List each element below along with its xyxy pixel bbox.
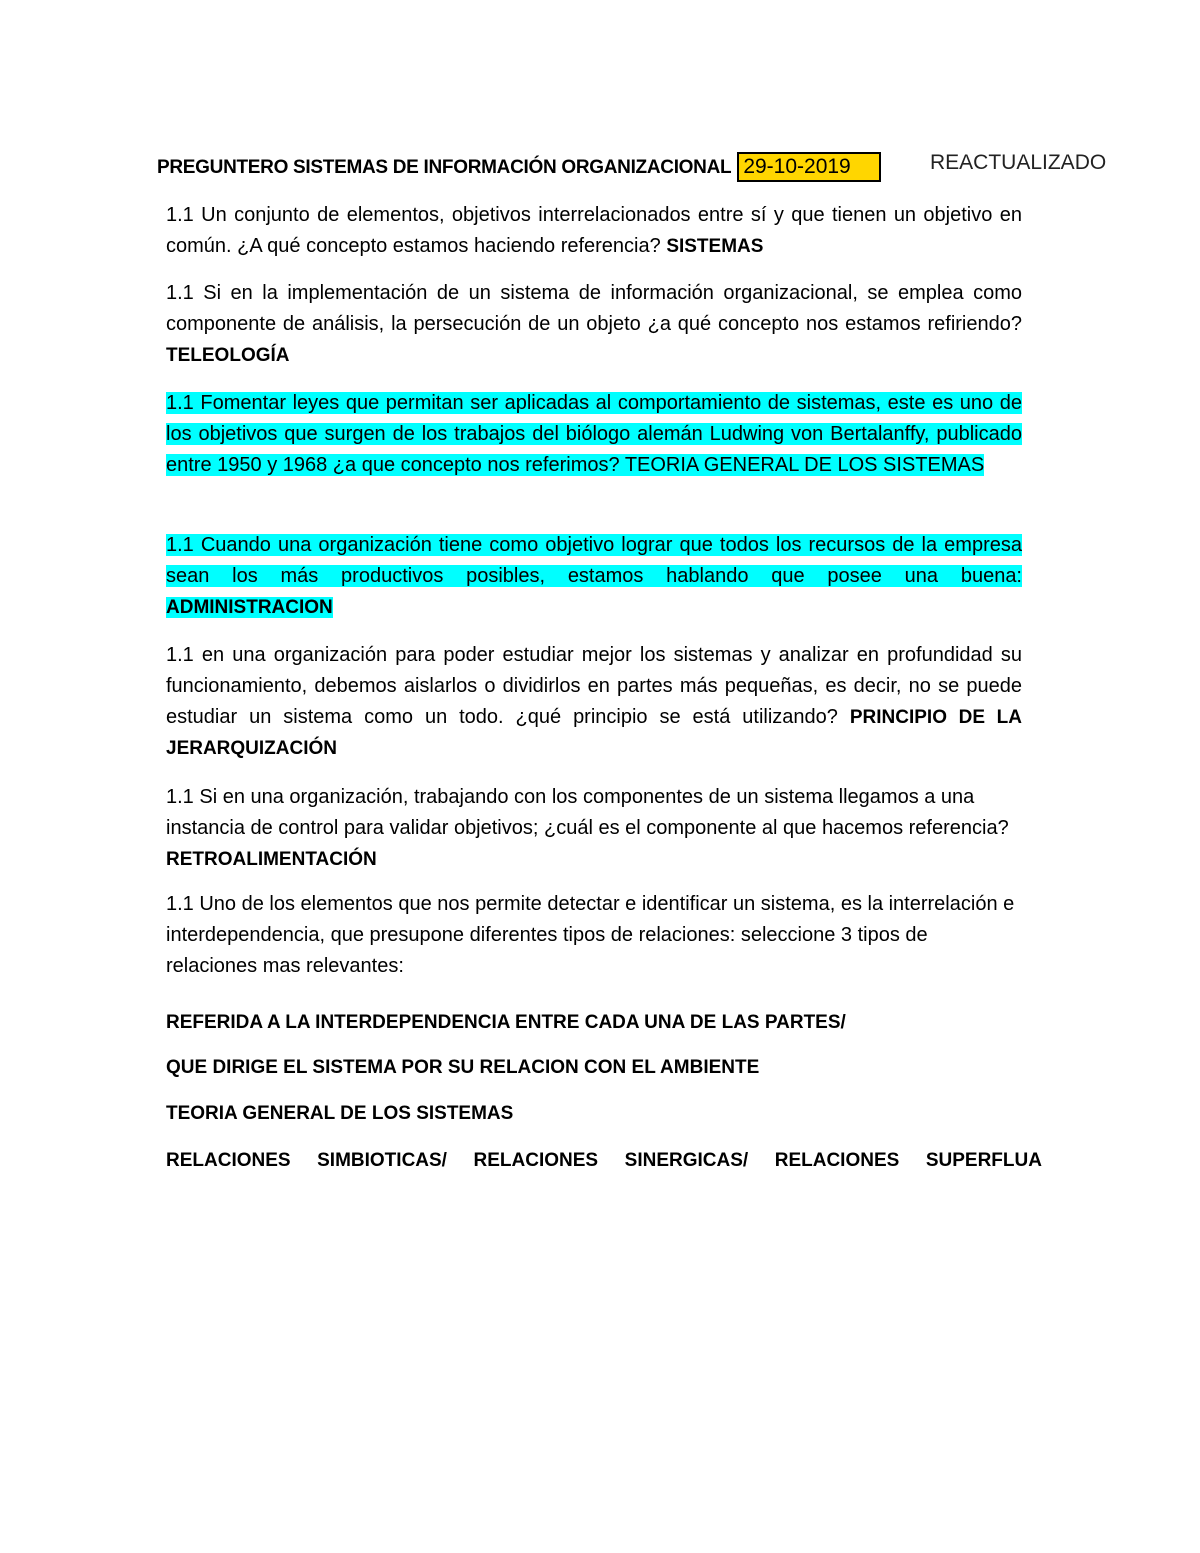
question-answer: SISTEMAS: [666, 236, 764, 257]
question-text: 1.1 Un conjunto de elementos, objetivos interrelacionados entre sí y que tienen un objetivo en común. ¿A qué concepto estamos haciendo referencia?: [166, 204, 1022, 257]
question-text: 1.1 Uno de los elementos que nos permite detectar e identificar un sistema, es la interrelación e interdependencia, que presupone diferentes tipos de relaciones: seleccione 3 tipos de relaciones mas relevantes:: [166, 893, 1015, 977]
question-4-highlighted: [166, 530, 1022, 623]
question-answer: RETROALIMENTACIÓN: [166, 849, 377, 870]
relations-word: SIMBIOTICAS/: [317, 1150, 447, 1171]
question-answer: ADMINISTRACION: [166, 597, 333, 618]
relations-word: RELACIONES: [774, 1150, 900, 1171]
relations-word: RELACIONES: [166, 1150, 291, 1171]
relations-line: [166, 1148, 1042, 1174]
date-badge: 29-10-2019: [737, 152, 881, 182]
question-5: [166, 640, 1022, 764]
question-answer: TELEOLOGÍA: [166, 345, 290, 366]
question-6: [166, 782, 1022, 875]
title-line: [157, 152, 881, 182]
answer-line: TEORIA GENERAL DE LOS SISTEMAS: [166, 1103, 514, 1124]
question-answer: PRINCIPIO DE LA JERARQUIZACIÓN: [166, 707, 1023, 759]
question-1: [166, 200, 1022, 262]
relations-word: RELACIONES: [473, 1150, 599, 1171]
answer-line: QUE DIRIGE EL SISTEMA POR SU RELACION CON EL AMBIENTE: [166, 1057, 760, 1078]
question-text: 1.1 Fomentar leyes que permitan ser aplicadas al comportamiento de sistemas, este es uno de los objetivos que surgen de los trabajos del biólogo alemán Ludwing von Bertalanffy, publicado entre 1950 y 1968 ¿a que concepto nos referimos? TEORIA GENERAL DE LOS SISTEMAS: [166, 392, 1022, 476]
question-7: [166, 889, 1022, 982]
question-text: 1.1 Si en una organización, trabajando con los componentes de un sistema llegamos a una instancia de control para validar objetivos; ¿cuál es el componente al que hacemos referencia?: [166, 786, 1009, 839]
question-2: [166, 278, 1022, 371]
document-title: PREGUNTERO SISTEMAS DE INFORMACIÓN ORGANIZACIONAL: [157, 157, 732, 178]
relations-word: SUPERFLUA: [925, 1150, 1042, 1171]
question-text: 1.1 en una organización para poder estudiar mejor los sistemas y analizar en profundidad su funcionamiento, debemos aislarlos o dividirlos en partes más pequeñas, es decir, no se puede estudiar un sistema como un todo. ¿qué principio se está utilizando?: [166, 644, 1022, 728]
question-3-highlighted: [166, 388, 1022, 481]
question-text: 1.1 Si en la implementación de un sistema de información organizacional, se emplea como componente de análisis, la persecución de un objeto ¿a qué concepto nos estamos refiriendo?: [166, 282, 1022, 335]
answer-line: REFERIDA A LA INTERDEPENDENCIA ENTRE CADA UNA DE LAS PARTES/: [166, 1012, 846, 1033]
question-text: 1.1 Cuando una organización tiene como objetivo lograr que todos los recursos de la empresa sean los más productivos posibles, estamos hablando que posee una buena:: [166, 534, 1022, 587]
status-label: REACTUALIZADO: [930, 151, 1107, 174]
relations-word: SINERGICAS/: [624, 1150, 749, 1171]
